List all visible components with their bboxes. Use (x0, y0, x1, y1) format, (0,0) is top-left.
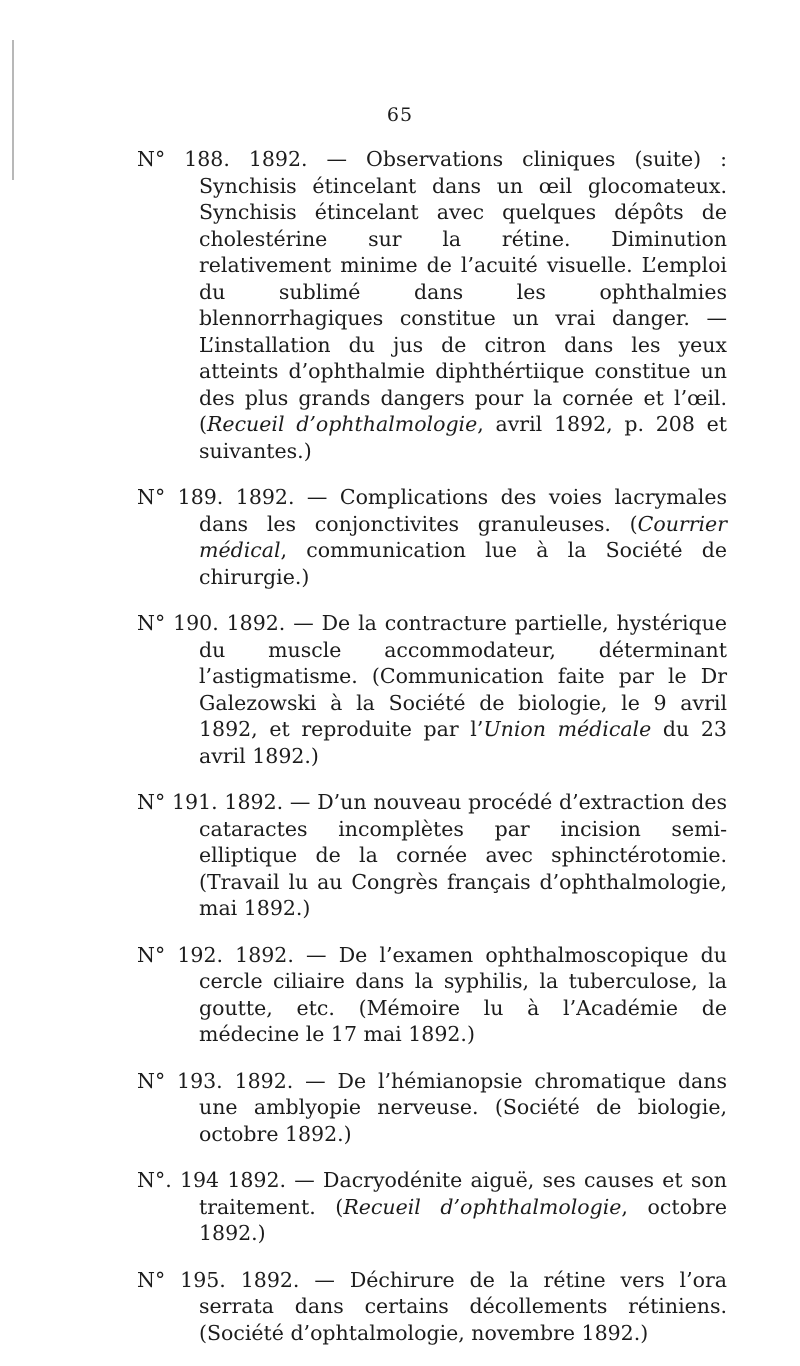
entry-191: N° 191. 1892. — D’un nouveau procédé d’extraction des cataractes incomplètes par incision semi-elliptique de la cornée avec sphinctérotomie. (Travail lu au Congrès français d’ophthalmologie, mai 1892.) (137, 790, 727, 920)
entry-192: N° 192. 1892. — De l’examen ophthalmoscopique du cercle ciliaire dans la syphilis, la tuberculose, la goutte, etc. (Mémoire lu à l’Académie de médecine le 17 mai 1892.) (137, 942, 727, 1046)
page-number: 65 (386, 104, 414, 126)
entry-188: N° 188. 1892. — Observations cliniques (suite) : Synchisis étincelant dans un œil glocomateux. Synchisis étincelant avec quelques dépôts de cholestérine sur la rétine. Diminution relativement minime de l’acuité visuelle. L’emploi du sublimé dans les ophthalmies blennorrhagiques constitue un vrai danger. — L’installation du jus de citron dans les yeux atteints d’ophthalmie diphthértiique constitue un des plus grands dangers pour la cornée et l’œil. (Recueil d’ophthalmologie, avril 1892, p. 208 et suivantes.) (137, 147, 727, 463)
entry-189: N° 189. 1892. — Complications des voies lacrymales dans les conjonctivites granuleuses. (Courrier médical, communication lue à la Société de chirurgie.) (137, 485, 727, 589)
entry-190: N° 190. 1892. — De la contracture partielle, hystérique du muscle accommodateur, déterminant l’astigmatisme. (Communication faite par le Dr Galezowski à la Société de biologie, le 9 avril 1892, et reproduite par l’Union médicale du 23 avril 1892.) (137, 611, 727, 768)
bibliography-list (137, 146, 727, 1366)
entry-194: N°. 194 1892. — Dacryodénite aiguë, ses causes et son traitement. (Recueil d’ophthalmologie, octobre 1892.) (137, 1168, 727, 1245)
entry-193: N° 193. 1892. — De l’hémianopsie chromatique dans une amblyopie nerveuse. (Société de biologie, octobre 1892.) (137, 1068, 727, 1146)
entry-195: N° 195. 1892. — Déchirure de la rétine vers l’ora serrata dans certains décollements rétiniens. (Société d’ophtalmologie, novembre 1892.) (137, 1267, 727, 1345)
